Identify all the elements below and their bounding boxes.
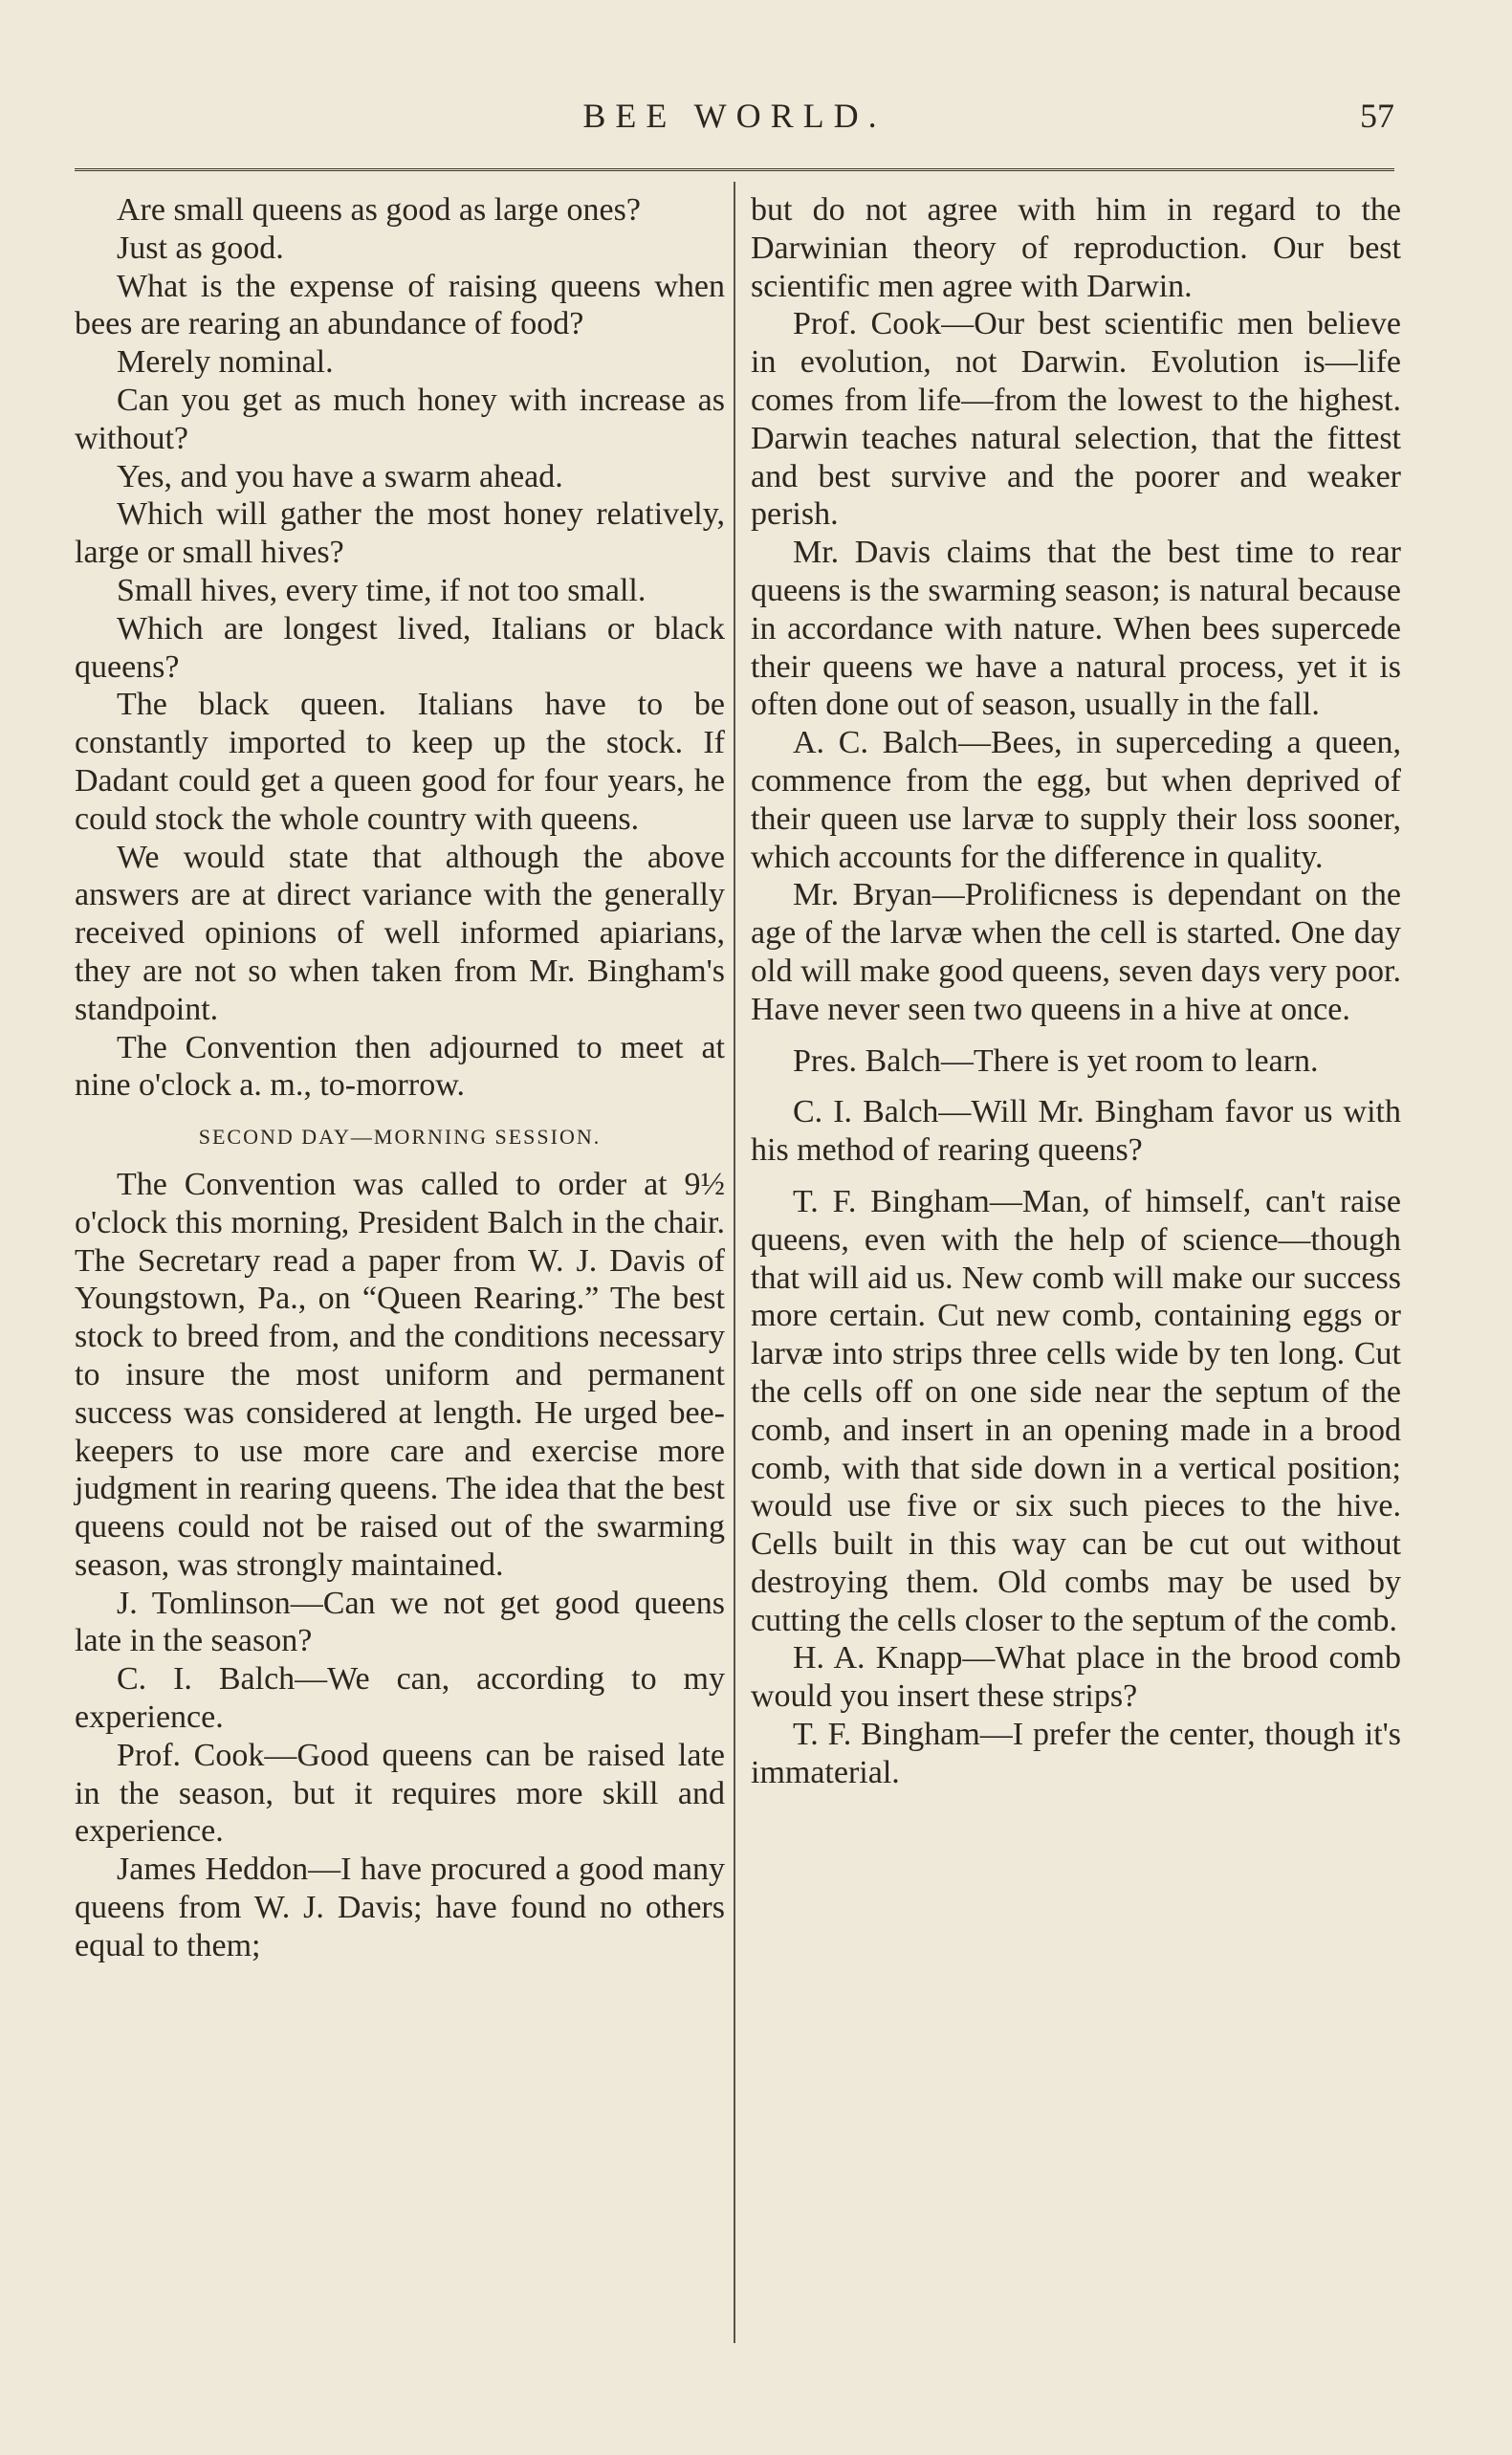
paragraph: H. A. Knapp—What place in the brood comb would you insert these strips? bbox=[751, 1640, 1401, 1715]
paragraph: James Heddon—I have procured a good many queens from W. J. Davis; have found no others equal to them; bbox=[75, 1852, 725, 1963]
page-number: 57 bbox=[1360, 97, 1394, 135]
paragraph: Pres. Balch—There is yet room to learn. bbox=[793, 1042, 1319, 1079]
paragraph: The Convention was called to order at 9½ o'clock this morning, President Balch in the chair. The Secretary read a paper from W. J. Davis of Youngstown, Pa., on “Queen Rearing.” The best stock to breed from, and the conditions necessary to insure the most uniform and permanent success was considered at length. He urged bee-keepers to use more care and exercise more judgment in rearing queens. The idea that the best queens could not be raised out of the swarming season, was strongly maintained. bbox=[75, 1166, 725, 1583]
paragraph: Are small queens as good as large ones? bbox=[117, 192, 641, 228]
page-header bbox=[75, 96, 1394, 143]
column-divider bbox=[734, 182, 735, 2343]
paragraph: The black queen. Italians have to be constantly imported to keep up the stock. If Dadant could get a queen good for four years, he could stock the whole country with queens. bbox=[75, 687, 725, 837]
paragraph: C. I. Balch—We can, according to my experience. bbox=[75, 1661, 725, 1736]
paragraph: T. F. Bingham—I prefer the center, though it's immaterial. bbox=[751, 1717, 1401, 1790]
paragraph: We would state that although the above answers are at direct variance with the generally received opinions of well informed apiarians, they are not so when taken from Mr. Bingham's standpoint. bbox=[75, 839, 725, 1027]
left-column bbox=[75, 191, 725, 1965]
paragraph: Yes, and you have a swarm ahead. bbox=[117, 458, 563, 494]
paragraph: J. Tomlinson—Can we not get good queens late in the season? bbox=[75, 1585, 725, 1659]
paragraph: Small hives, every time, if not too small. bbox=[117, 572, 646, 608]
paragraph: Can you get as much honey with increase as without? bbox=[75, 382, 725, 456]
paragraph: Which are longest lived, Italians or black queens? bbox=[75, 610, 725, 685]
header-rule bbox=[75, 168, 1394, 171]
paragraph: Just as good. bbox=[117, 230, 284, 266]
paragraph: T. F. Bingham—Man, of himself, can't raise queens, even with the help of science—though that will aid us. New comb will make our success more certain. Cut new comb, containing eggs or larvæ into strips three cells wide by ten long. Cut the cells off on one side near the septum of the comb, and insert in an opening made in a brood comb, with that side down in a vertical position; would use five or six such pieces to the hive. Cells built in this way can be cut out without destroying them. Old combs may be used by cutting the cells closer to the septum of the comb. bbox=[751, 1183, 1401, 1638]
paragraph: Mr. Davis claims that the best time to rear queens is the swarming season; is natural because in accordance with nature. When bees supercede their queens we have a natural process, yet it is often done out of season, usually in the fall. bbox=[751, 535, 1401, 723]
paragraph: Prof. Cook—Our best scientific men believe in evolution, not Darwin. Evolution is—life comes from life—from the lowest to the highest. Darwin teaches natural selection, that the fittest and best survive and the poorer and weaker perish. bbox=[751, 306, 1401, 533]
running-title: BEE WORLD. bbox=[582, 97, 887, 135]
paragraph: The Convention then adjourned to meet at nine o'clock a. m., to-morrow. bbox=[75, 1029, 725, 1104]
paragraph: A. C. Balch—Bees, in superceding a queen, commence from the egg, but when deprived of their queen use larvæ to supply their loss sooner, which accounts for the difference in quality. bbox=[751, 725, 1401, 875]
paragraph: C. I. Balch—Will Mr. Bingham favor us with his method of rearing queens? bbox=[751, 1094, 1401, 1169]
paragraph: but do not agree with him in regard to the Darwinian theory of reproduction. Our best scientific men agree with Darwin. bbox=[751, 192, 1401, 304]
paragraph: Prof. Cook—Good queens can be raised late in the season, but it requires more skill and experience. bbox=[75, 1737, 725, 1850]
paragraph: Mr. Bryan—Prolificness is dependant on the age of the larvæ when the cell is started. One day old will make good queens, seven days very poor. Have never seen two queens in a hive at once. bbox=[751, 877, 1401, 1027]
paragraph: Merely nominal. bbox=[117, 344, 334, 381]
right-column bbox=[751, 191, 1401, 1792]
paragraph: What is the expense of raising queens when bees are rearing an abundance of food? bbox=[75, 268, 725, 342]
section-heading: SECOND DAY—MORNING SESSION. bbox=[198, 1125, 602, 1150]
paragraph: Which will gather the most honey relatively, large or small hives? bbox=[75, 496, 725, 571]
